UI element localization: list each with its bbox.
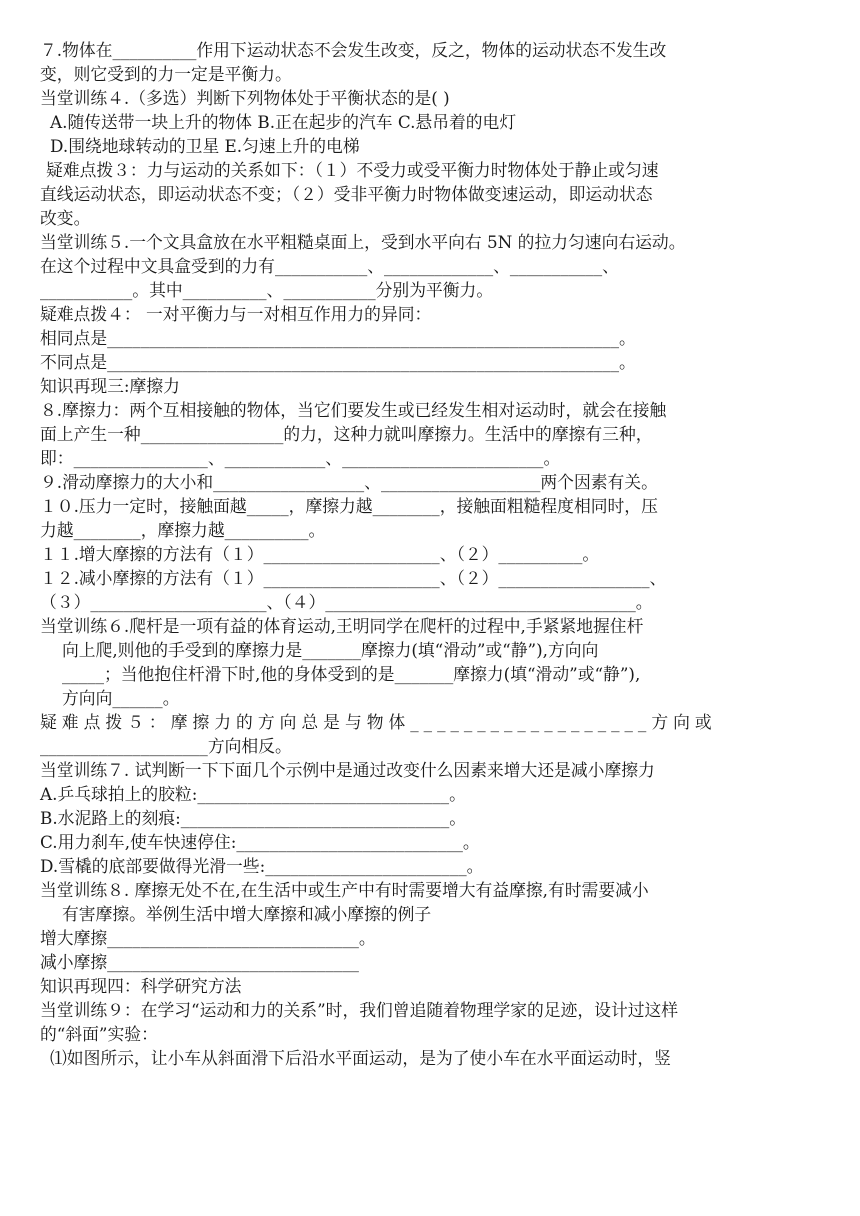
training-8-decrease: 减小摩擦______________________________ xyxy=(40,952,359,972)
q8-line-3: 即：________________、____________、________________________。 xyxy=(40,448,561,468)
tip-4-similarities: 相同点是_____________________________________________________________。 xyxy=(40,328,636,348)
training-7-item-d: D.雪橇的底部要做得光滑一些:________________________。 xyxy=(40,856,484,876)
section-3-heading: 知识再现三:摩擦力 xyxy=(40,376,180,396)
training-8-line-1: 当堂训练８. 摩擦无处不在,在生活中或生产中有时需要增大有益摩擦,有时需要减小 xyxy=(40,880,649,900)
section-4-heading: 知识再现四：科学研究方法 xyxy=(40,976,242,996)
training-9-part-1: ⑴如图所示，让小车从斜面滑下后沿水平面运动，是为了使小车在水平面运动时，竖 xyxy=(50,1048,671,1068)
training-9-line-2: 的“斜面”实验： xyxy=(40,1024,158,1044)
q8-line-2: 面上产生一种_________________的力，这种力就叫摩擦力。生活中的摩擦有三种， xyxy=(40,424,653,444)
tip-3-line-3: 改变。 xyxy=(40,208,91,228)
q9-line: ９.滑动摩擦力的大小和__________________、___________________两个因素有关。 xyxy=(40,472,658,492)
training-7-item-b: B.水泥路上的刻痕:________________________________。 xyxy=(40,808,467,828)
tip-3-line-1: 疑难点拨３：力与运动的关系如下：（１）不受力或受平衡力时物体处于静止或匀速 xyxy=(46,160,659,180)
q8-line-1: ８.摩擦力：两个互相接触的物体，当它们要发生或已经发生相对运动时，就会在接触 xyxy=(40,400,667,420)
training-7-item-a: A.乒乓球拍上的胶粒:______________________________。 xyxy=(40,784,466,804)
q10-line-1: １０.压力一定时，接触面越_____，摩擦力越________，接触面粗糙程度相同时，压 xyxy=(40,496,658,516)
document-page xyxy=(40,38,820,1070)
training-6-line-4: 方向向______。 xyxy=(62,688,180,708)
training-7-item-c: C.用力刹车,使车快速停住:___________________________。 xyxy=(40,832,480,852)
training-4-options-de: D.围绕地球转动的卫星 E.匀速上升的电梯 xyxy=(50,136,360,156)
training-4-options-abc: A.随传送带一块上升的物体 B.正在起步的汽车 C.悬吊着的电灯 xyxy=(50,112,517,132)
tip-4-heading: 疑难点拨４： 一对平衡力与一对相互作用力的异同： xyxy=(40,304,432,324)
training-6-line-1: 当堂训练６.爬杆是一项有益的体育运动,王明同学在爬杆的过程中,手紧紧地握住杆 xyxy=(40,616,644,636)
q11-line: １１.增大摩擦的方法有（１）_____________________、（２）__________。 xyxy=(40,544,600,564)
tip-3-line-2: 直线运动状态，即运动状态不变；（２）受非平衡力时物体做变速运动，即运动状态 xyxy=(40,184,653,204)
training-6-line-2: 向上爬,则他的手受到的摩擦力是_______摩擦力(填“滑动”或“静”),方向向 xyxy=(62,640,599,660)
training-7-question: 当堂训练７. 试判断一下下面几个示例中是通过改变什么因素来增大还是减小摩擦力 xyxy=(40,760,655,780)
training-5-line-3: ___________。其中__________、___________分别为平衡力。 xyxy=(40,280,494,300)
q7-line-2: 变，则它受到的力一定是平衡力。 xyxy=(40,64,292,84)
training-5-line-1: 当堂训练５.一个文具盒放在水平粗糙桌面上，受到水平向右 5N 的拉力匀速向右运动。 xyxy=(40,232,686,252)
tip-5-line-2: ____________________方向相反。 xyxy=(40,736,292,756)
q12-line-1: １２.减小摩擦的方法有（１）_____________________、（２）__________________、 xyxy=(40,568,667,588)
q7-line-1: ７.物体在__________作用下运动状态不会发生改变，反之，物体的运动状态不发生改 xyxy=(40,40,667,60)
training-5-line-2: 在这个过程中文具盒受到的力有___________、_____________、___________、 xyxy=(40,256,619,276)
q12-line-2: （３）_____________________、（４）_____________________________________。 xyxy=(40,592,653,612)
training-9-line-1: 当堂训练９：在学习“运动和力的关系”时，我们曾追随着物理学家的足迹，设计过这样 xyxy=(40,1000,679,1020)
q10-line-2: 力越________，摩擦力越__________。 xyxy=(40,520,326,540)
training-8-increase: 增大摩擦______________________________。 xyxy=(40,928,376,948)
training-8-line-2: 有害摩擦。举例生活中增大摩擦和减小摩擦的例子 xyxy=(62,904,432,924)
training-4-question: 当堂训练４.（多选）判断下列物体处于平衡状态的是( ) xyxy=(40,88,450,108)
tip-4-differences: 不同点是_____________________________________________________________。 xyxy=(40,352,636,372)
tip-5-line-1: 疑难点拨５：摩擦力的方向总是与物体__________________方向或 xyxy=(40,712,717,732)
training-6-line-3: _____；当他抱住杆滑下时,他的身体受到的是_______摩擦力(填“滑动”或“静”), xyxy=(62,664,641,684)
